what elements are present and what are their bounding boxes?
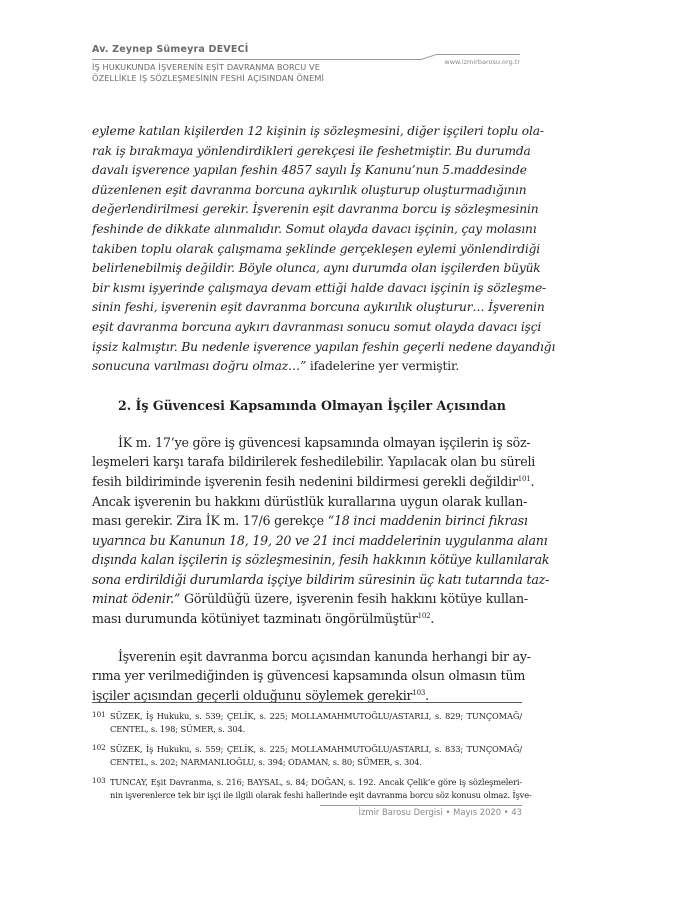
text-span: ması gerekir. Zira İK m. 17/6 gerekçe <box>92 513 324 529</box>
text-line: sona erdirildiği durumlarda işçiye bildirim süresinin üç katı tutarında taz- <box>92 571 550 587</box>
footnotes <box>92 710 532 809</box>
text-line: İşverenin eşit davranma borcu açısından kanunda herhangi bir ay- <box>118 648 531 664</box>
text-line: rıma yer verilmediğinden iş güvencesi kapsamında olsun olmasın tüm <box>92 668 526 684</box>
body-paragraph <box>92 647 531 706</box>
text-line <box>92 609 522 629</box>
section-heading: 2. İş Güvencesi Kapsamında Olmayan İşçiler Açısından <box>118 397 506 413</box>
quote-paragraph <box>92 122 556 377</box>
article-title-line: ÖZELLİKLE İŞ SÖZLEŞMESİNİN FESHİ AÇISINDAN ÖNEMİ <box>92 73 325 83</box>
italic-span: “18 inci maddenin birinci fıkrası <box>327 513 528 529</box>
text-line: davalı işverence yapılan feshin 4857 sayılı İş Kanunu’nun 5.maddesinde <box>92 163 527 178</box>
author-name: Av. Zeynep Sümeyra DEVECİ <box>92 44 249 55</box>
body-paragraph <box>92 433 550 629</box>
article-title <box>92 62 324 84</box>
text-line: değerlendirilmesi gerekir. İşverenin eşit davranma borcu iş sözleşmesinin <box>92 202 539 217</box>
text-line <box>92 472 535 492</box>
footnote-number: 102 <box>92 743 106 752</box>
italic-span: minat ödenir.” <box>92 591 181 607</box>
text-line: eyleme katılan kişilerden 12 kişinin iş sözleşmesini, diğer işçileri toplu ola- <box>92 124 544 138</box>
footnote-line: SÜZEK, İş Hukuku, s. 539; ÇELİK, s. 225; MOLLAMAHMUTOĞLU/ASTARLI, s. 829; TUNÇOMAĞ/ <box>110 711 522 721</box>
footnote-line: SÜZEK, İş Hukuku, s. 559; ÇELİK, s. 225; MOLLAMAHMUTOĞLU/ASTARLI, s. 833; TUNÇOMAĞ/ <box>110 744 522 754</box>
footnote <box>92 776 532 802</box>
page-header <box>92 44 520 94</box>
footnote-ref[interactable]: 103 <box>412 688 426 697</box>
footnote-divider <box>92 702 522 703</box>
text-line <box>92 511 528 531</box>
footnote-line: nin işverenlerce tek bir işçi ile ilgili olarak feshi hallerinde eşit davranma borcu söz konusu olmaz. İşve- <box>110 790 532 800</box>
text-line: dışında kalan işçilerin iş sözleşmesinin, fesih hakkının kötüye kullanılarak <box>92 552 550 568</box>
text-line: bir kısmı işyerinde çalışmaya devam ettiği halde davacı işçinin iş sözleşme- <box>92 280 546 295</box>
main-text <box>92 122 556 705</box>
text-line <box>92 357 522 377</box>
website-link[interactable]: www.izmirbarosu.org.tr <box>444 58 520 66</box>
text-line: işsiz kalmıştır. Bu nedenle işverence yapılan feshin geçerli nedene dayandığı <box>92 339 556 354</box>
quote-end: sonucuna varılması doğru olmaz…” <box>92 359 307 374</box>
header-rule <box>92 59 422 60</box>
text-line: sinin feshi, işverenin eşit davranma borcuna aykırılık oluşturur… İşverenin <box>92 300 545 315</box>
text-line: leşmeleri karşı tarafa bildirilerek feshedilebilir. Yapılacak olan bu süreli <box>92 454 536 470</box>
text-span: . <box>430 611 435 627</box>
text-line <box>92 589 528 609</box>
page-footer <box>320 806 522 820</box>
footnote <box>92 743 522 769</box>
text-line: uyarınca bu Kanunun 18, 19, 20 ve 21 inci maddelerinin uygulanma alanı <box>92 532 548 548</box>
text-span: işçiler açısından geçerli olduğunu söylemek gerekir <box>92 687 413 703</box>
text-span: . <box>530 473 535 489</box>
footnote-line: TUNCAY, Eşit Davranma, s. 216; BAYSAL, s. 84; DOĞAN, s. 192. Ancak Çelik’e göre iş sözleşmeleri- <box>110 777 522 787</box>
footnote-number: 103 <box>92 776 106 785</box>
text-line: rak iş bırakmaya yönlendirdikleri gerekçesi ile feshetmiştir. Bu durumda <box>92 143 531 158</box>
text-span: ifadelerine yer vermiştir. <box>306 359 460 374</box>
footnote-line: CENTEL, s. 202; NARMANLIOĞLU, s. 394; ODAMAN, s. 80; SÜMER, s. 304. <box>110 757 422 767</box>
text-line: feshinde de dikkate alınmalıdır. Somut olayda davacı işçinin, çay molasını <box>92 221 537 236</box>
footnote-ref[interactable]: 101 <box>517 474 531 483</box>
text-line: eşit davranma borcuna aykırı davranması sonucu somut olayda davacı işçi <box>92 319 542 334</box>
text-line: belirlenebilmiş değildir. Böyle olunca, aynı durumda olan işçilerden büyük <box>92 261 541 276</box>
text-line: düzenlenen eşit davranma borcuna aykırılık oluşturup oluşturmadığının <box>92 182 527 197</box>
footnote <box>92 710 522 736</box>
footer-rule <box>320 805 522 806</box>
text-line: takiben toplu olarak çalışmama şeklinde gerçekleşen eylemi yönlendirdiği <box>92 241 540 256</box>
text-span: . <box>425 687 429 703</box>
footnote-ref[interactable]: 102 <box>417 611 431 620</box>
text-line: İK m. 17’ye göre iş güvencesi kapsamında olmayan işçilerin iş söz- <box>118 434 531 450</box>
article-title-line: İŞ HUKUKUNDA İŞVERENİN EŞİT DAVRANMA BORCU VE <box>92 62 321 72</box>
footnote-number: 101 <box>92 710 106 719</box>
text-line: Ancak işverenin bu hakkını dürüstlük kurallarına uygun olarak kullan- <box>92 493 528 509</box>
footnote-line: CENTEL, s. 198; SÜMER, s. 304. <box>110 724 246 734</box>
footer-journal-page: İzmir Barosu Dergisi • Mayıs 2020 • 43 <box>358 807 522 817</box>
header-rule-right <box>436 54 520 55</box>
text-span: Görüldüğü üzere, işverenin fesih hakkını kötüye kullan- <box>180 591 528 607</box>
text-span: fesih bildiriminde işverenin fesih nedenini bildirmesi gerekli değildir <box>92 473 518 489</box>
text-span: ması durumunda kötüniyet tazminatı öngörülmüştür <box>92 611 418 627</box>
header-rule-slant <box>421 54 437 60</box>
